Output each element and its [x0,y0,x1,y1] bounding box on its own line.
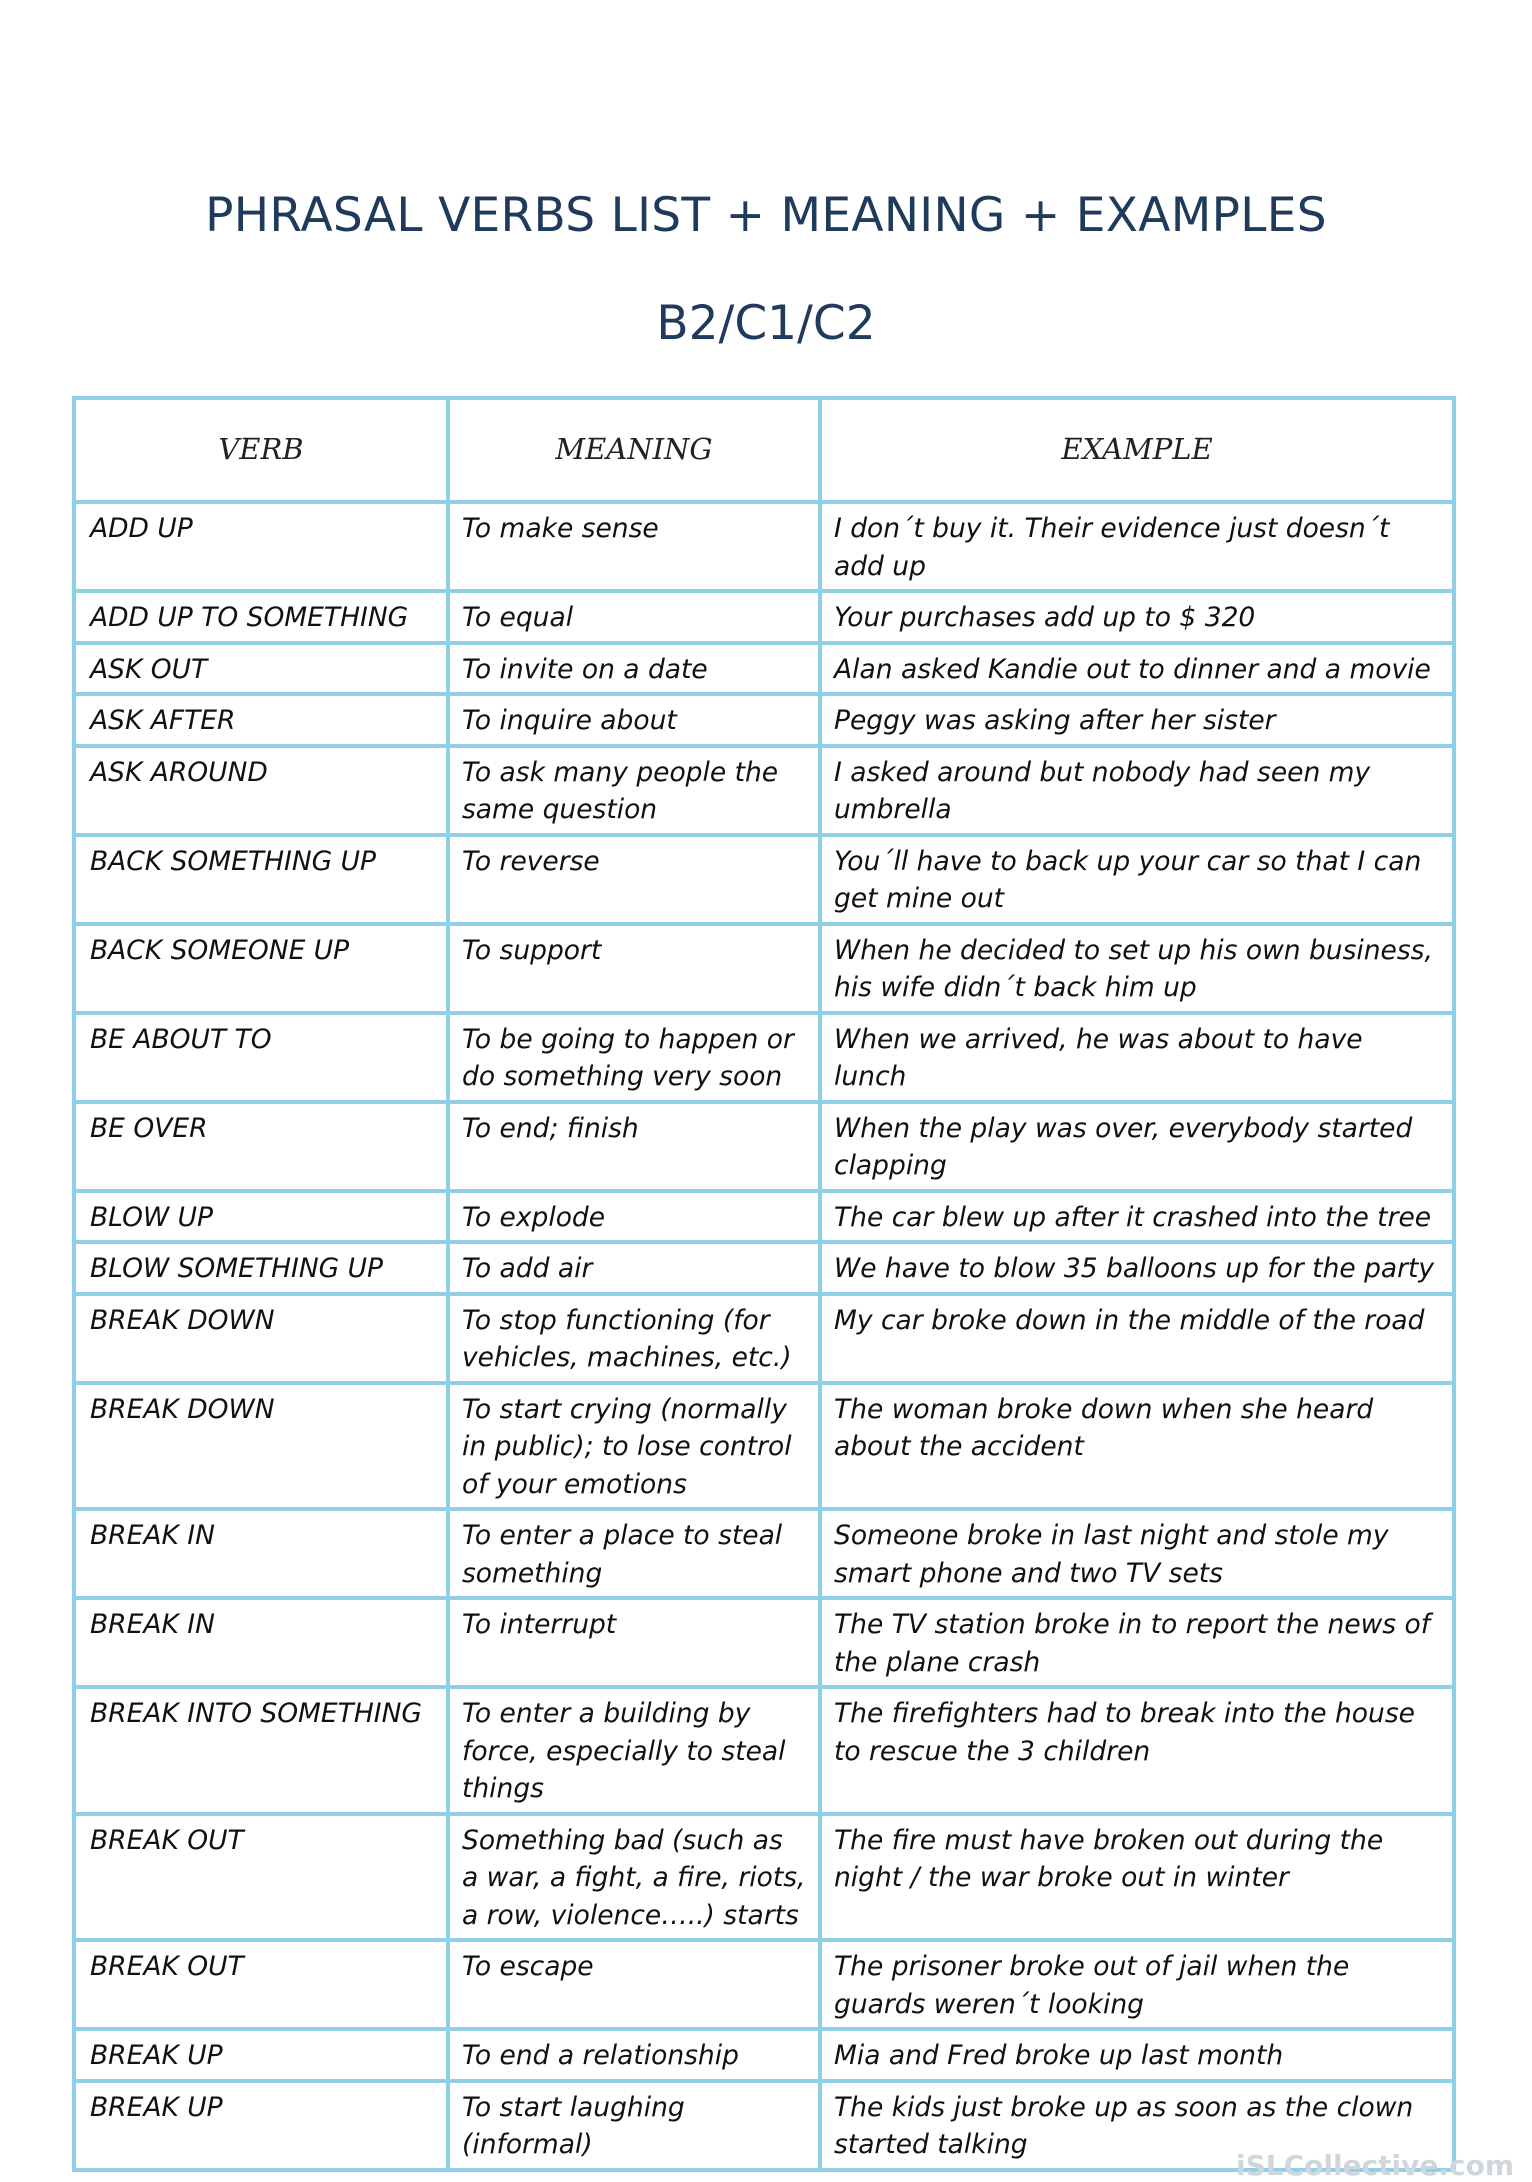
example-cell: Alan asked Kandie out to dinner and a movie [820,643,1454,695]
example-cell: Your purchases add up to $ 320 [820,591,1454,643]
verb-cell: BLOW UP [74,1191,448,1243]
phrasal-verbs-table [72,396,1456,2172]
table-row [74,1687,1454,1814]
meaning-cell: To end a relationship [448,2029,820,2081]
example-cell: The woman broke down when she heard about the accident [820,1383,1454,1510]
example-cell: My car broke down in the middle of the road [820,1294,1454,1383]
example-cell: The car blew up after it crashed into the tree [820,1191,1454,1243]
table-row [74,1013,1454,1102]
example-cell: The fire must have broken out during the night / the war broke out in winter [820,1814,1454,1941]
table-row [74,591,1454,643]
table-row [74,1940,1454,2029]
meaning-cell: To start crying (normally in public); to lose control of your emotions [448,1383,820,1510]
meaning-cell: To enter a place to steal something [448,1509,820,1598]
meaning-cell: To start laughing (informal) [448,2081,820,2170]
verb-cell: BLOW SOMETHING UP [74,1242,448,1294]
example-cell: Mia and Fred broke up last month [820,2029,1454,2081]
example-cell: When we arrived, he was about to have lunch [820,1013,1454,1102]
verb-cell: BREAK OUT [74,1940,448,2029]
verb-cell: ASK OUT [74,643,448,695]
example-cell: The prisoner broke out of jail when the guards weren´t looking [820,1940,1454,2029]
example-cell: The kids just broke up as soon as the clown started talking [820,2081,1454,2170]
table-row [74,1242,1454,1294]
meaning-cell: To be going to happen or do something very soon [448,1013,820,1102]
table-row [74,1191,1454,1243]
example-cell: Peggy was asking after her sister [820,694,1454,746]
table-row [74,835,1454,924]
example-cell: You´ll have to back up your car so that I can get mine out [820,835,1454,924]
example-cell: The TV station broke in to report the news of the plane crash [820,1598,1454,1687]
header-meaning: MEANING [448,398,820,502]
page-title: PHRASAL VERBS LIST + MEANING + EXAMPLES [205,188,1327,243]
verb-cell: ASK AROUND [74,746,448,835]
meaning-cell: To stop functioning (for vehicles, machines, etc.) [448,1294,820,1383]
meaning-cell: To invite on a date [448,643,820,695]
verb-cell: BREAK UP [74,2029,448,2081]
table-row [74,1598,1454,1687]
meaning-cell: To explode [448,1191,820,1243]
example-cell: I don´t buy it. Their evidence just doesn´t add up [820,502,1454,591]
table-row [74,1102,1454,1191]
example-cell: We have to blow 35 balloons up for the party [820,1242,1454,1294]
meaning-cell: To ask many people the same question [448,746,820,835]
verb-cell: BACK SOMEONE UP [74,924,448,1013]
header-verb: VERB [74,398,448,502]
verb-cell: BREAK INTO SOMETHING [74,1687,448,1814]
table-row [74,1509,1454,1598]
example-cell: Someone broke in last night and stole my smart phone and two TV sets [820,1509,1454,1598]
table-row [74,924,1454,1013]
table-row [74,2029,1454,2081]
meaning-cell: To reverse [448,835,820,924]
verb-cell: BREAK IN [74,1509,448,1598]
watermark-logo: iSLCollective.com [1236,2149,1515,2182]
verb-cell: BREAK UP [74,2081,448,2170]
table-row [74,1294,1454,1383]
meaning-cell: To make sense [448,502,820,591]
meaning-cell: To escape [448,1940,820,2029]
verb-cell: ADD UP [74,502,448,591]
table-row [74,746,1454,835]
meaning-cell: Something bad (such as a war, a fight, a fire, riots, a row, violence…..) starts [448,1814,820,1941]
example-cell: When he decided to set up his own business, his wife didn´t back him up [820,924,1454,1013]
meaning-cell: To end; finish [448,1102,820,1191]
verb-cell: BREAK IN [74,1598,448,1687]
verb-cell: BREAK DOWN [74,1383,448,1510]
meaning-cell: To interrupt [448,1598,820,1687]
header-example: EXAMPLE [820,398,1454,502]
example-cell: The firefighters had to break into the house to rescue the 3 children [820,1687,1454,1814]
table-header-row [74,398,1454,502]
level-subtitle: B2/C1/C2 [656,296,876,351]
meaning-cell: To equal [448,591,820,643]
verb-cell: BREAK DOWN [74,1294,448,1383]
table-row [74,1383,1454,1510]
table-row [74,502,1454,591]
example-cell: I asked around but nobody had seen my umbrella [820,746,1454,835]
verb-cell: BE OVER [74,1102,448,1191]
table-row [74,694,1454,746]
table-row [74,1814,1454,1941]
meaning-cell: To support [448,924,820,1013]
verb-cell: ADD UP TO SOMETHING [74,591,448,643]
table-row [74,643,1454,695]
meaning-cell: To enter a building by force, especially to steal things [448,1687,820,1814]
example-cell: When the play was over, everybody started clapping [820,1102,1454,1191]
verb-cell: BE ABOUT TO [74,1013,448,1102]
verb-cell: BREAK OUT [74,1814,448,1941]
verb-cell: BACK SOMETHING UP [74,835,448,924]
meaning-cell: To add air [448,1242,820,1294]
meaning-cell: To inquire about [448,694,820,746]
verb-cell: ASK AFTER [74,694,448,746]
